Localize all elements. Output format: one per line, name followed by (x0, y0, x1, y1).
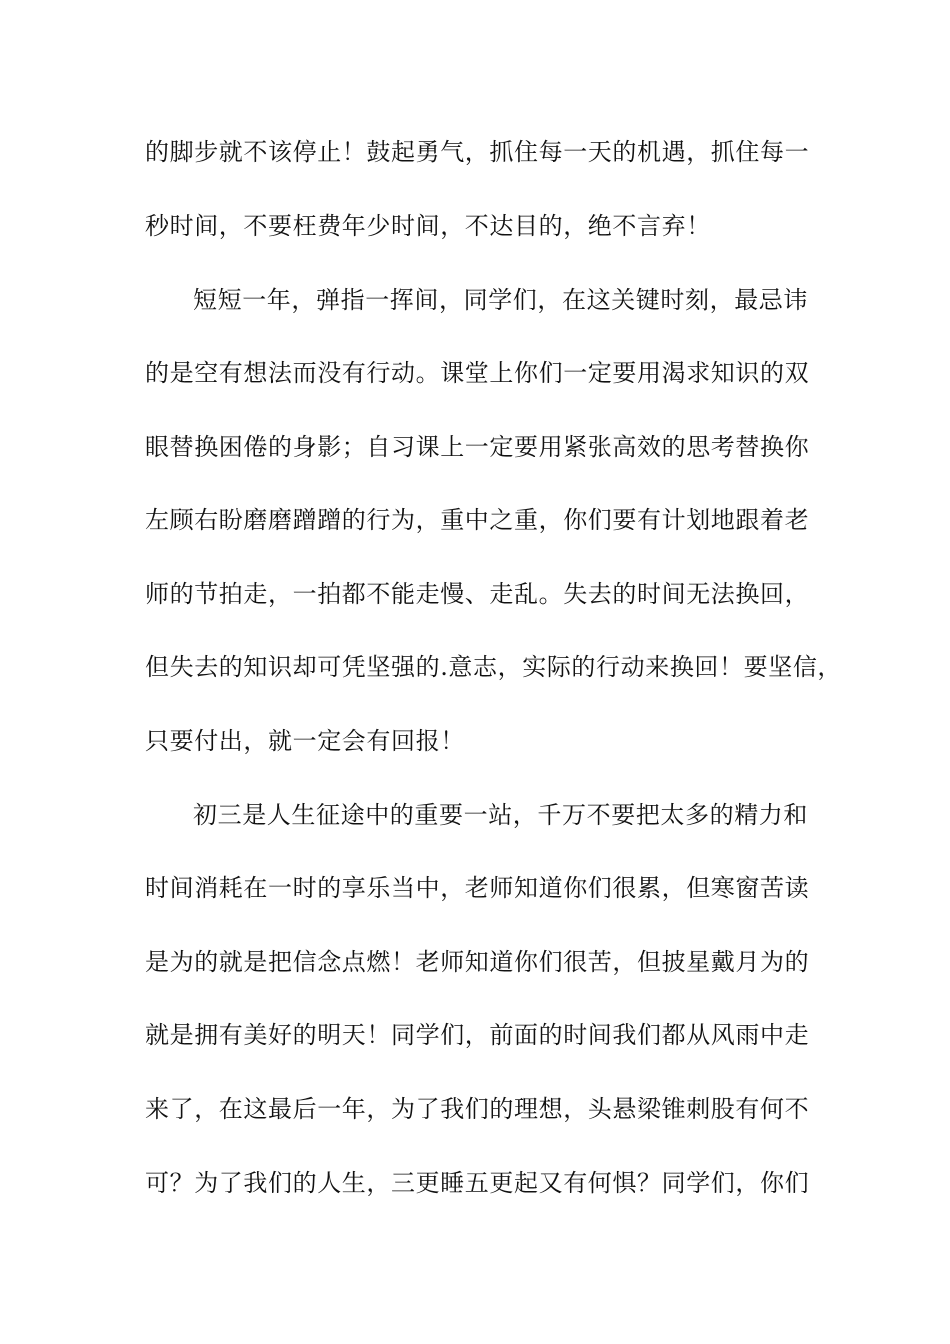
paragraph-start-line: 短短一年，弹指一挥间，同学们，在这关键时刻，最忌讳 (193, 286, 808, 314)
text-line: 就是拥有美好的明天！同学们，前面的时间我们都从风雨中走 (145, 1021, 810, 1049)
text-line: 师的节拍走，一拍都不能走慢、走乱。失去的时间无法换回， (145, 580, 810, 608)
text-line: 时间消耗在一时的享乐当中，老师知道你们很累，但寒窗苦读 (145, 874, 810, 902)
text-line: 眼替换困倦的身影；自习课上一定要用紧张高效的思考替换你 (145, 433, 810, 461)
text-line: 但失去的知识却可凭坚强的.意志，实际的行动来换回！要坚信， (145, 653, 843, 681)
text-line: 的是空有想法而没有行动。课堂上你们一定要用渴求知识的双 (145, 359, 810, 387)
text-line: 的脚步就不该停止！鼓起勇气，抓住每一天的机遇，抓住每一 (145, 138, 810, 166)
text-line: 来了，在这最后一年，为了我们的理想，头悬梁锥刺股有何不 (145, 1095, 810, 1123)
text-line: 是为的就是把信念点燃！老师知道你们很苦，但披星戴月为的 (145, 948, 810, 976)
text-line: 左顾右盼磨磨蹭蹭的行为，重中之重，你们要有计划地跟着老 (145, 506, 810, 534)
text-line: 秒时间，不要枉费年少时间，不达目的，绝不言弃！ (145, 212, 711, 240)
text-line: 可？为了我们的人生，三更睡五更起又有何惧？同学们，你们 (145, 1169, 810, 1197)
text-line: 只要付出，就一定会有回报！ (145, 727, 465, 755)
paragraph-start-line: 初三是人生征途中的重要一站，千万不要把太多的精力和 (193, 801, 808, 829)
